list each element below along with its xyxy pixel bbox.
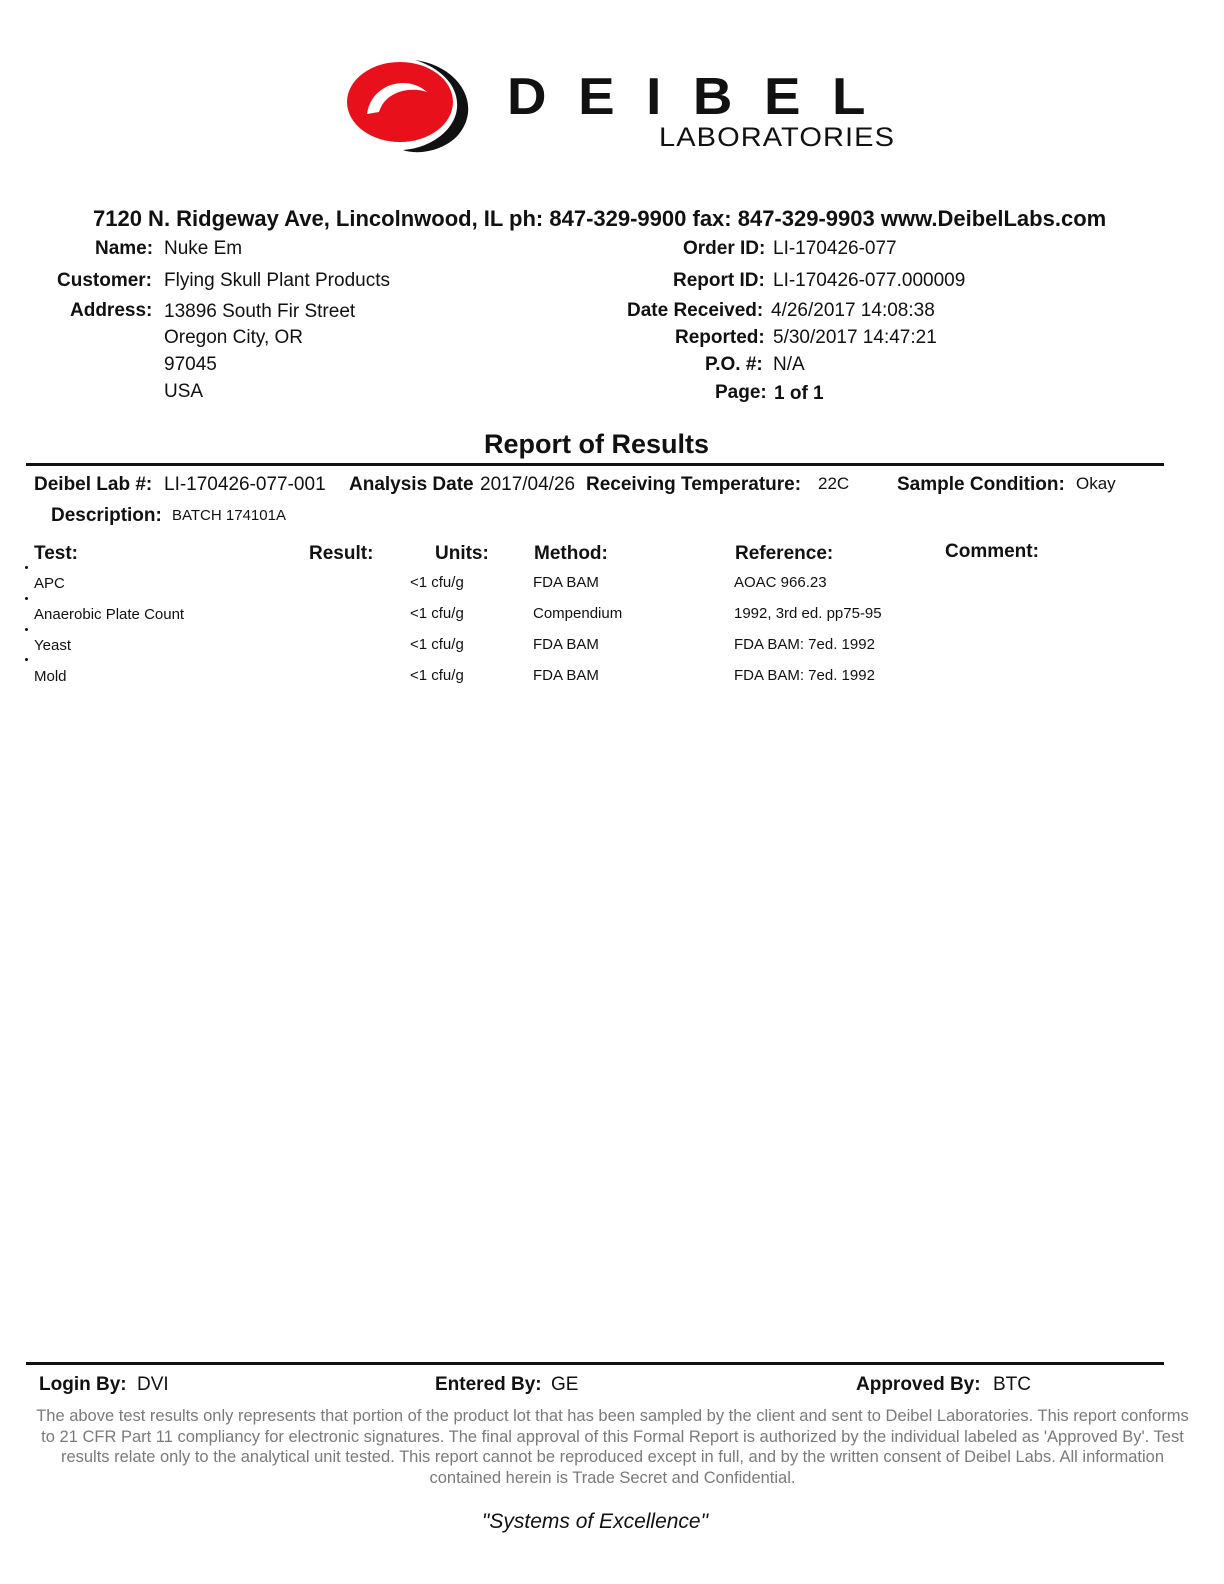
entered-by-value: GE xyxy=(551,1374,579,1395)
row-marker xyxy=(25,597,28,600)
order-id-value: LI-170426-077 xyxy=(773,238,897,259)
row-2-units: <1 cfu/g xyxy=(410,605,464,622)
approved-by-value: BTC xyxy=(993,1374,1031,1395)
row-2-reference: 1992, 3rd ed. pp75-95 xyxy=(734,605,882,622)
report-id-value: LI-170426-077.000009 xyxy=(773,270,966,291)
row-1-units: <1 cfu/g xyxy=(410,574,464,591)
customer-label: Customer: xyxy=(57,270,153,291)
login-by-label: Login By: xyxy=(39,1374,127,1395)
footer-divider xyxy=(26,1362,1164,1365)
sample-condition-label: Sample Condition: xyxy=(897,474,1065,495)
header-method: Method: xyxy=(534,543,608,564)
page-label: Page: xyxy=(715,382,767,403)
address-line-4: USA xyxy=(164,381,204,402)
approved-by-label: Approved By: xyxy=(856,1374,981,1395)
row-marker xyxy=(25,566,28,569)
header-reference: Reference: xyxy=(735,543,834,564)
description-value: BATCH 174101A xyxy=(172,507,286,524)
address-label: Address: xyxy=(70,300,153,321)
name-label: Name: xyxy=(95,238,154,259)
row-3-reference: FDA BAM: 7ed. 1992 xyxy=(734,636,875,653)
description-label: Description: xyxy=(51,505,162,526)
title-divider xyxy=(26,463,1164,466)
row-marker xyxy=(25,658,28,661)
disclaimer-text: The above test results only represents that portion of the product lot that has been sampled by the client and sent to Deibel Laboratories. This report conforms to 21 CFR Part 11 compliancy for electronic signatures. The final approval of this Formal Report is authorized by the individual labeled as 'Approved By'. Test results relate only to the analytical unit tested. This report cannot be reproduced except in full, and by the written consent of Deibel Labs. All information contained herein is Trade Secret and Confidential. xyxy=(36,1407,1189,1487)
reported-value: 5/30/2017 14:47:21 xyxy=(773,327,937,348)
swirl-logo-icon xyxy=(347,60,468,152)
order-id-label: Order ID: xyxy=(683,238,766,259)
row-marker xyxy=(25,628,28,631)
lab-number-label: Deibel Lab #: xyxy=(34,474,153,495)
row-3-method: FDA BAM xyxy=(533,636,599,653)
row-1-reference: AOAC 966.23 xyxy=(734,574,827,591)
customer-value: Flying Skull Plant Products xyxy=(164,270,390,291)
receiving-temp-label: Receiving Temperature: xyxy=(586,474,802,495)
row-2-test: Anaerobic Plate Count xyxy=(34,606,185,623)
address-line-3: 97045 xyxy=(164,354,217,375)
row-3-units: <1 cfu/g xyxy=(410,636,464,653)
row-3-test: Yeast xyxy=(34,637,71,654)
lab-number-value: LI-170426-077-001 xyxy=(164,474,326,495)
date-received-value: 4/26/2017 14:08:38 xyxy=(771,300,935,321)
header-test: Test: xyxy=(34,543,78,564)
address-line-2: Oregon City, OR xyxy=(164,327,304,348)
header-units: Units: xyxy=(435,543,489,564)
row-2-method: Compendium xyxy=(533,605,623,622)
report-id-label: Report ID: xyxy=(673,270,765,291)
page-value: 1 of 1 xyxy=(774,383,824,404)
reported-label: Reported: xyxy=(675,327,765,348)
header-result: Result: xyxy=(309,543,374,564)
sample-condition-value: Okay xyxy=(1076,474,1116,493)
analysis-date-label: Analysis Date xyxy=(349,474,474,495)
tagline: "Systems of Excellence" xyxy=(481,1510,709,1533)
row-4-test: Mold xyxy=(34,668,67,685)
po-value: N/A xyxy=(773,354,805,375)
header-comment: Comment: xyxy=(945,541,1039,562)
row-1-method: FDA BAM xyxy=(533,574,599,591)
row-4-method: FDA BAM xyxy=(533,667,599,684)
lab-contact-line: 7120 N. Ridgeway Ave, Lincolnwood, IL ph: 847-329-9900 fax: 847-329-9903 www.DeibelLabs.com xyxy=(93,206,1107,231)
name-value: Nuke Em xyxy=(164,238,243,259)
entered-by-label: Entered By: xyxy=(435,1374,542,1395)
login-by-value: DVI xyxy=(137,1374,169,1395)
address-line-1: 13896 South Fir Street xyxy=(164,301,356,322)
analysis-date-value: 2017/04/26 xyxy=(480,474,576,495)
row-1-test: APC xyxy=(34,575,65,592)
po-label: P.O. #: xyxy=(705,354,763,375)
report-title: Report of Results xyxy=(484,429,710,459)
logo-subtitle: LABORATORIES xyxy=(659,122,895,152)
logo-wordmark: DEIBEL xyxy=(507,68,897,126)
receiving-temp-value: 22C xyxy=(818,474,850,493)
date-received-label: Date Received: xyxy=(627,300,764,321)
row-4-reference: FDA BAM: 7ed. 1992 xyxy=(734,667,875,684)
row-4-units: <1 cfu/g xyxy=(410,667,464,684)
deibel-logo xyxy=(345,56,905,156)
